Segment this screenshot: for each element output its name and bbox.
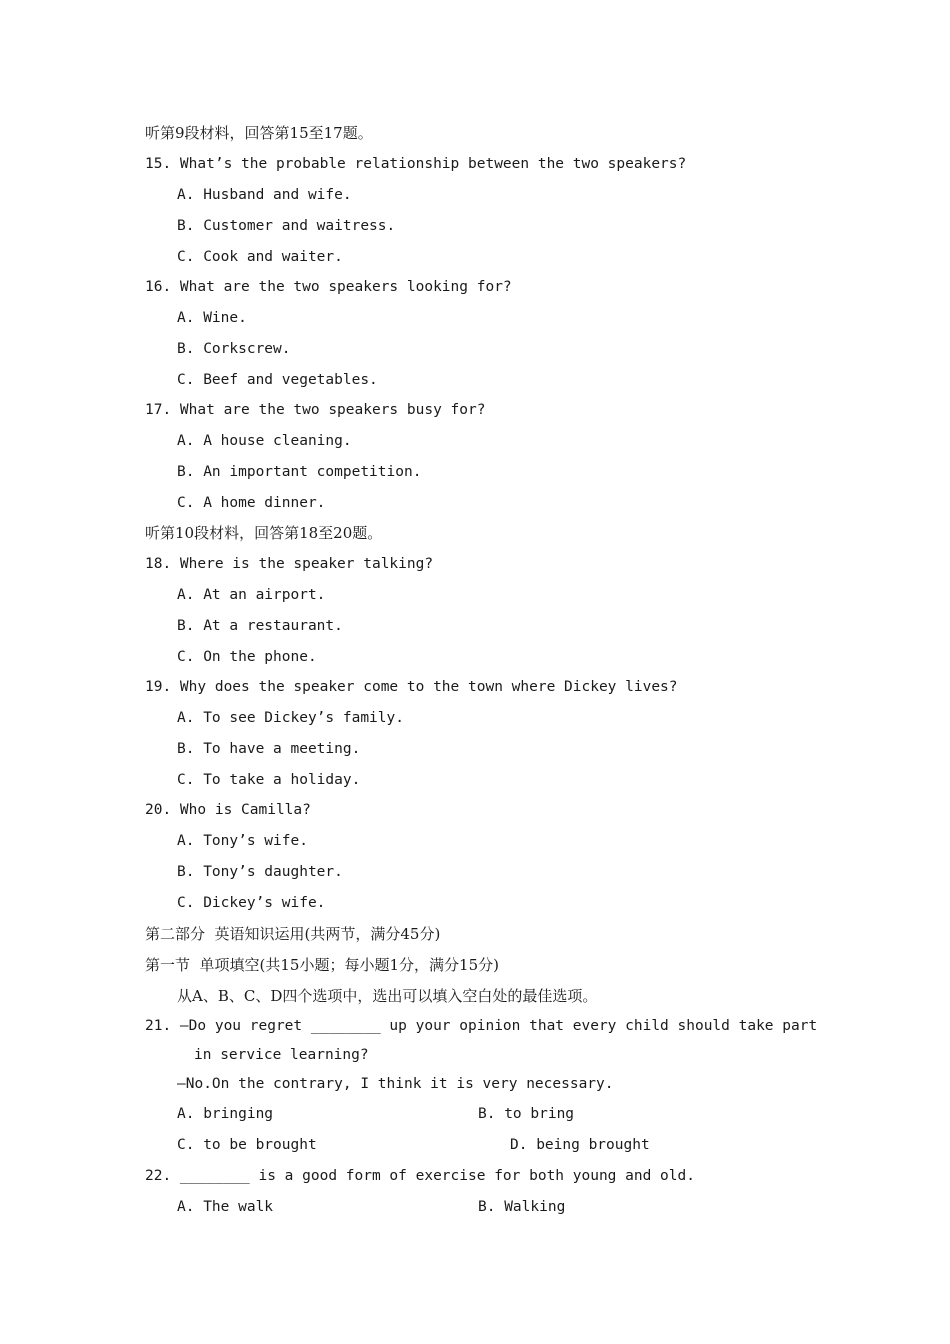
q15-option-b: B. Customer and waitress. bbox=[177, 218, 396, 234]
q22-option-b: B. Walking bbox=[478, 1199, 566, 1215]
part-two-heading: 第二部分 英语知识运用(共两节，满分45分) bbox=[145, 925, 441, 943]
q18-option-b: B. At a restaurant. bbox=[177, 618, 343, 634]
section-intro-10: 听第10段材料，回答第18至20题。 bbox=[145, 524, 383, 542]
q15-option-a: A. Husband and wife. bbox=[177, 187, 352, 203]
section-intro-9: 听第9段材料，回答第15至17题。 bbox=[145, 124, 373, 142]
section-instruction: 从A、B、C、D四个选项中，选出可以填入空白处的最佳选项。 bbox=[177, 987, 598, 1005]
question-15: 15. What’s the probable relationship between the two speakers? bbox=[145, 156, 687, 172]
q19-option-b: B. To have a meeting. bbox=[177, 741, 361, 757]
question-22: 22. ________ is a good form of exercise for both young and old. bbox=[145, 1168, 695, 1184]
q15-option-c: C. Cook and waiter. bbox=[177, 249, 343, 265]
q19-option-a: A. To see Dickey’s family. bbox=[177, 710, 404, 726]
q16-option-c: C. Beef and vegetables. bbox=[177, 372, 378, 388]
q17-option-b: B. An important competition. bbox=[177, 464, 422, 480]
q16-option-b: B. Corkscrew. bbox=[177, 341, 291, 357]
question-21: 21. —Do you regret ________ up your opinion that every child should take part bbox=[145, 1018, 818, 1034]
question-21-continued: in service learning? bbox=[194, 1047, 369, 1063]
question-16: 16. What are the two speakers looking for? bbox=[145, 279, 512, 295]
question-18: 18. Where is the speaker talking? bbox=[145, 556, 434, 572]
question-17: 17. What are the two speakers busy for? bbox=[145, 402, 486, 418]
q17-option-c: C. A home dinner. bbox=[177, 495, 326, 511]
q20-option-b: B. Tony’s daughter. bbox=[177, 864, 343, 880]
question-19: 19. Why does the speaker come to the town where Dickey lives? bbox=[145, 679, 678, 695]
q21-option-b: B. to bring bbox=[478, 1106, 575, 1122]
question-21-reply: —No.On the contrary, I think it is very necessary. bbox=[177, 1076, 614, 1092]
q20-option-c: C. Dickey’s wife. bbox=[177, 895, 326, 911]
q17-option-a: A. A house cleaning. bbox=[177, 433, 352, 449]
section-one-heading: 第一节 单项填空(共15小题；每小题1分，满分15分) bbox=[145, 956, 499, 974]
question-20: 20. Who is Camilla? bbox=[145, 802, 311, 818]
q22-option-a: A. The walk bbox=[177, 1199, 274, 1215]
q18-option-c: C. On the phone. bbox=[177, 649, 317, 665]
q21-option-c: C. to be brought bbox=[177, 1137, 317, 1153]
q21-option-d: D. being brought bbox=[510, 1137, 650, 1153]
q20-option-a: A. Tony’s wife. bbox=[177, 833, 308, 849]
q21-option-a: A. bringing bbox=[177, 1106, 274, 1122]
q18-option-a: A. At an airport. bbox=[177, 587, 326, 603]
q16-option-a: A. Wine. bbox=[177, 310, 247, 326]
q19-option-c: C. To take a holiday. bbox=[177, 772, 361, 788]
